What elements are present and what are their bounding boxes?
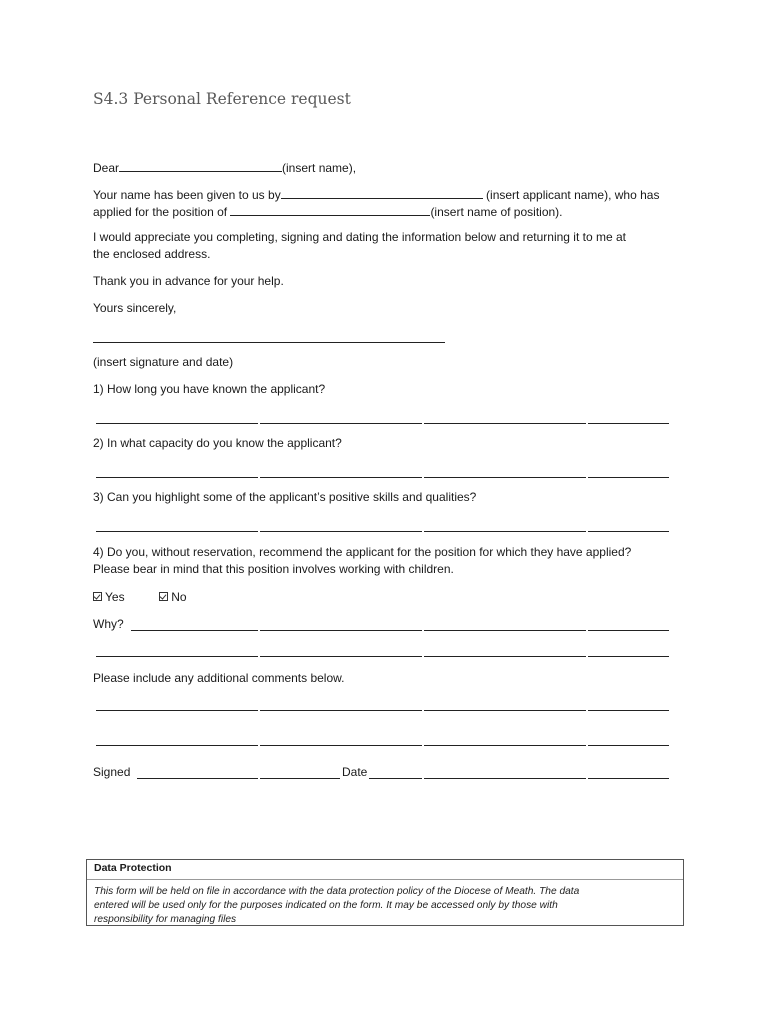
- date-line[interactable]: [424, 778, 586, 779]
- no-checkbox[interactable]: [159, 592, 168, 601]
- question-4-line-1: 4) Do you, without reservation, recommend the applicant for the position for which they have applied?: [93, 545, 632, 559]
- why-answer-line[interactable]: [260, 630, 422, 631]
- comments-line[interactable]: [588, 745, 669, 746]
- additional-comments-label: Please include any additional comments below.: [93, 671, 345, 685]
- intro-line-2: [93, 202, 563, 221]
- no-label: No: [171, 590, 187, 604]
- applicant-hint: (insert applicant name), who has: [486, 188, 660, 202]
- yes-label: Yes: [105, 590, 125, 604]
- intro-text: Your name has been given to us by: [93, 188, 281, 202]
- closing-text: Yours sincerely,: [93, 301, 177, 315]
- why-answer-line[interactable]: [424, 630, 586, 631]
- why-answer-line[interactable]: [96, 656, 258, 657]
- answer-line-q3[interactable]: [588, 531, 669, 532]
- answer-line-q3[interactable]: [96, 531, 258, 532]
- no-option[interactable]: [159, 590, 186, 604]
- answer-line-q3[interactable]: [424, 531, 586, 532]
- signature-line[interactable]: [93, 342, 445, 343]
- salutation-line: [93, 158, 356, 177]
- recommend-options: [93, 589, 187, 606]
- salutation-prefix: Dear: [93, 161, 120, 175]
- question-4-line-2: Please bear in mind that this position involves working with children.: [93, 562, 454, 576]
- data-protection-divider: [87, 879, 683, 880]
- signature-hint: (insert signature and date): [93, 355, 234, 369]
- date-label: Date: [342, 765, 368, 779]
- signed-line[interactable]: [260, 778, 340, 779]
- comments-line[interactable]: [588, 710, 669, 711]
- thanks-text: Thank you in advance for your help.: [93, 274, 284, 288]
- request-line-2: the enclosed address.: [93, 247, 211, 261]
- why-answer-line[interactable]: [588, 630, 669, 631]
- answer-line-q2[interactable]: [424, 477, 586, 478]
- comments-line[interactable]: [424, 710, 586, 711]
- answer-line-q2[interactable]: [260, 477, 422, 478]
- signed-label: Signed: [93, 765, 131, 779]
- salutation-hint: (insert name),: [282, 161, 357, 175]
- why-answer-line[interactable]: [260, 656, 422, 657]
- position-name-field[interactable]: [230, 202, 430, 216]
- answer-line-q2[interactable]: [588, 477, 669, 478]
- comments-line[interactable]: [260, 710, 422, 711]
- why-label: Why?: [93, 617, 124, 631]
- why-answer-line[interactable]: [131, 630, 258, 631]
- request-line-1: I would appreciate you completing, signing and dating the information below and returning it to me at: [93, 230, 626, 244]
- data-protection-title: Data Protection: [94, 862, 172, 874]
- answer-line-q1[interactable]: [260, 423, 422, 424]
- comments-line[interactable]: [260, 745, 422, 746]
- why-answer-line[interactable]: [424, 656, 586, 657]
- question-3: 3) Can you highlight some of the applicant’s positive skills and qualities?: [93, 490, 477, 504]
- data-protection-line: entered will be used only for the purposes indicated on the form. It may be accessed only by those with: [94, 900, 558, 911]
- data-protection-box: [86, 859, 684, 926]
- data-protection-line: This form will be held on file in accordance with the data protection policy of the Diocese of Meath. The data: [94, 886, 580, 897]
- answer-line-q1[interactable]: [424, 423, 586, 424]
- page-title: S4.3 Personal Reference request: [93, 90, 351, 108]
- comments-line[interactable]: [96, 710, 258, 711]
- yes-option[interactable]: [93, 590, 125, 604]
- answer-line-q1[interactable]: [588, 423, 669, 424]
- applicant-name-field[interactable]: [281, 185, 483, 199]
- recipient-name-field[interactable]: [119, 158, 282, 172]
- data-protection-text: [94, 885, 674, 927]
- date-line[interactable]: [369, 778, 422, 779]
- date-line[interactable]: [588, 778, 669, 779]
- data-protection-line: responsibility for managing files: [94, 914, 237, 925]
- answer-line-q2[interactable]: [96, 477, 258, 478]
- position-hint: (insert name of position).: [430, 205, 563, 219]
- yes-checkbox[interactable]: [93, 592, 102, 601]
- answer-line-q1[interactable]: [96, 423, 258, 424]
- comments-line[interactable]: [424, 745, 586, 746]
- question-2: 2) In what capacity do you know the applicant?: [93, 436, 342, 450]
- why-answer-line[interactable]: [588, 656, 669, 657]
- answer-line-q3[interactable]: [260, 531, 422, 532]
- question-1: 1) How long you have known the applicant?: [93, 382, 326, 396]
- position-text: applied for the position of: [93, 205, 228, 219]
- comments-line[interactable]: [96, 745, 258, 746]
- signed-line[interactable]: [137, 778, 258, 779]
